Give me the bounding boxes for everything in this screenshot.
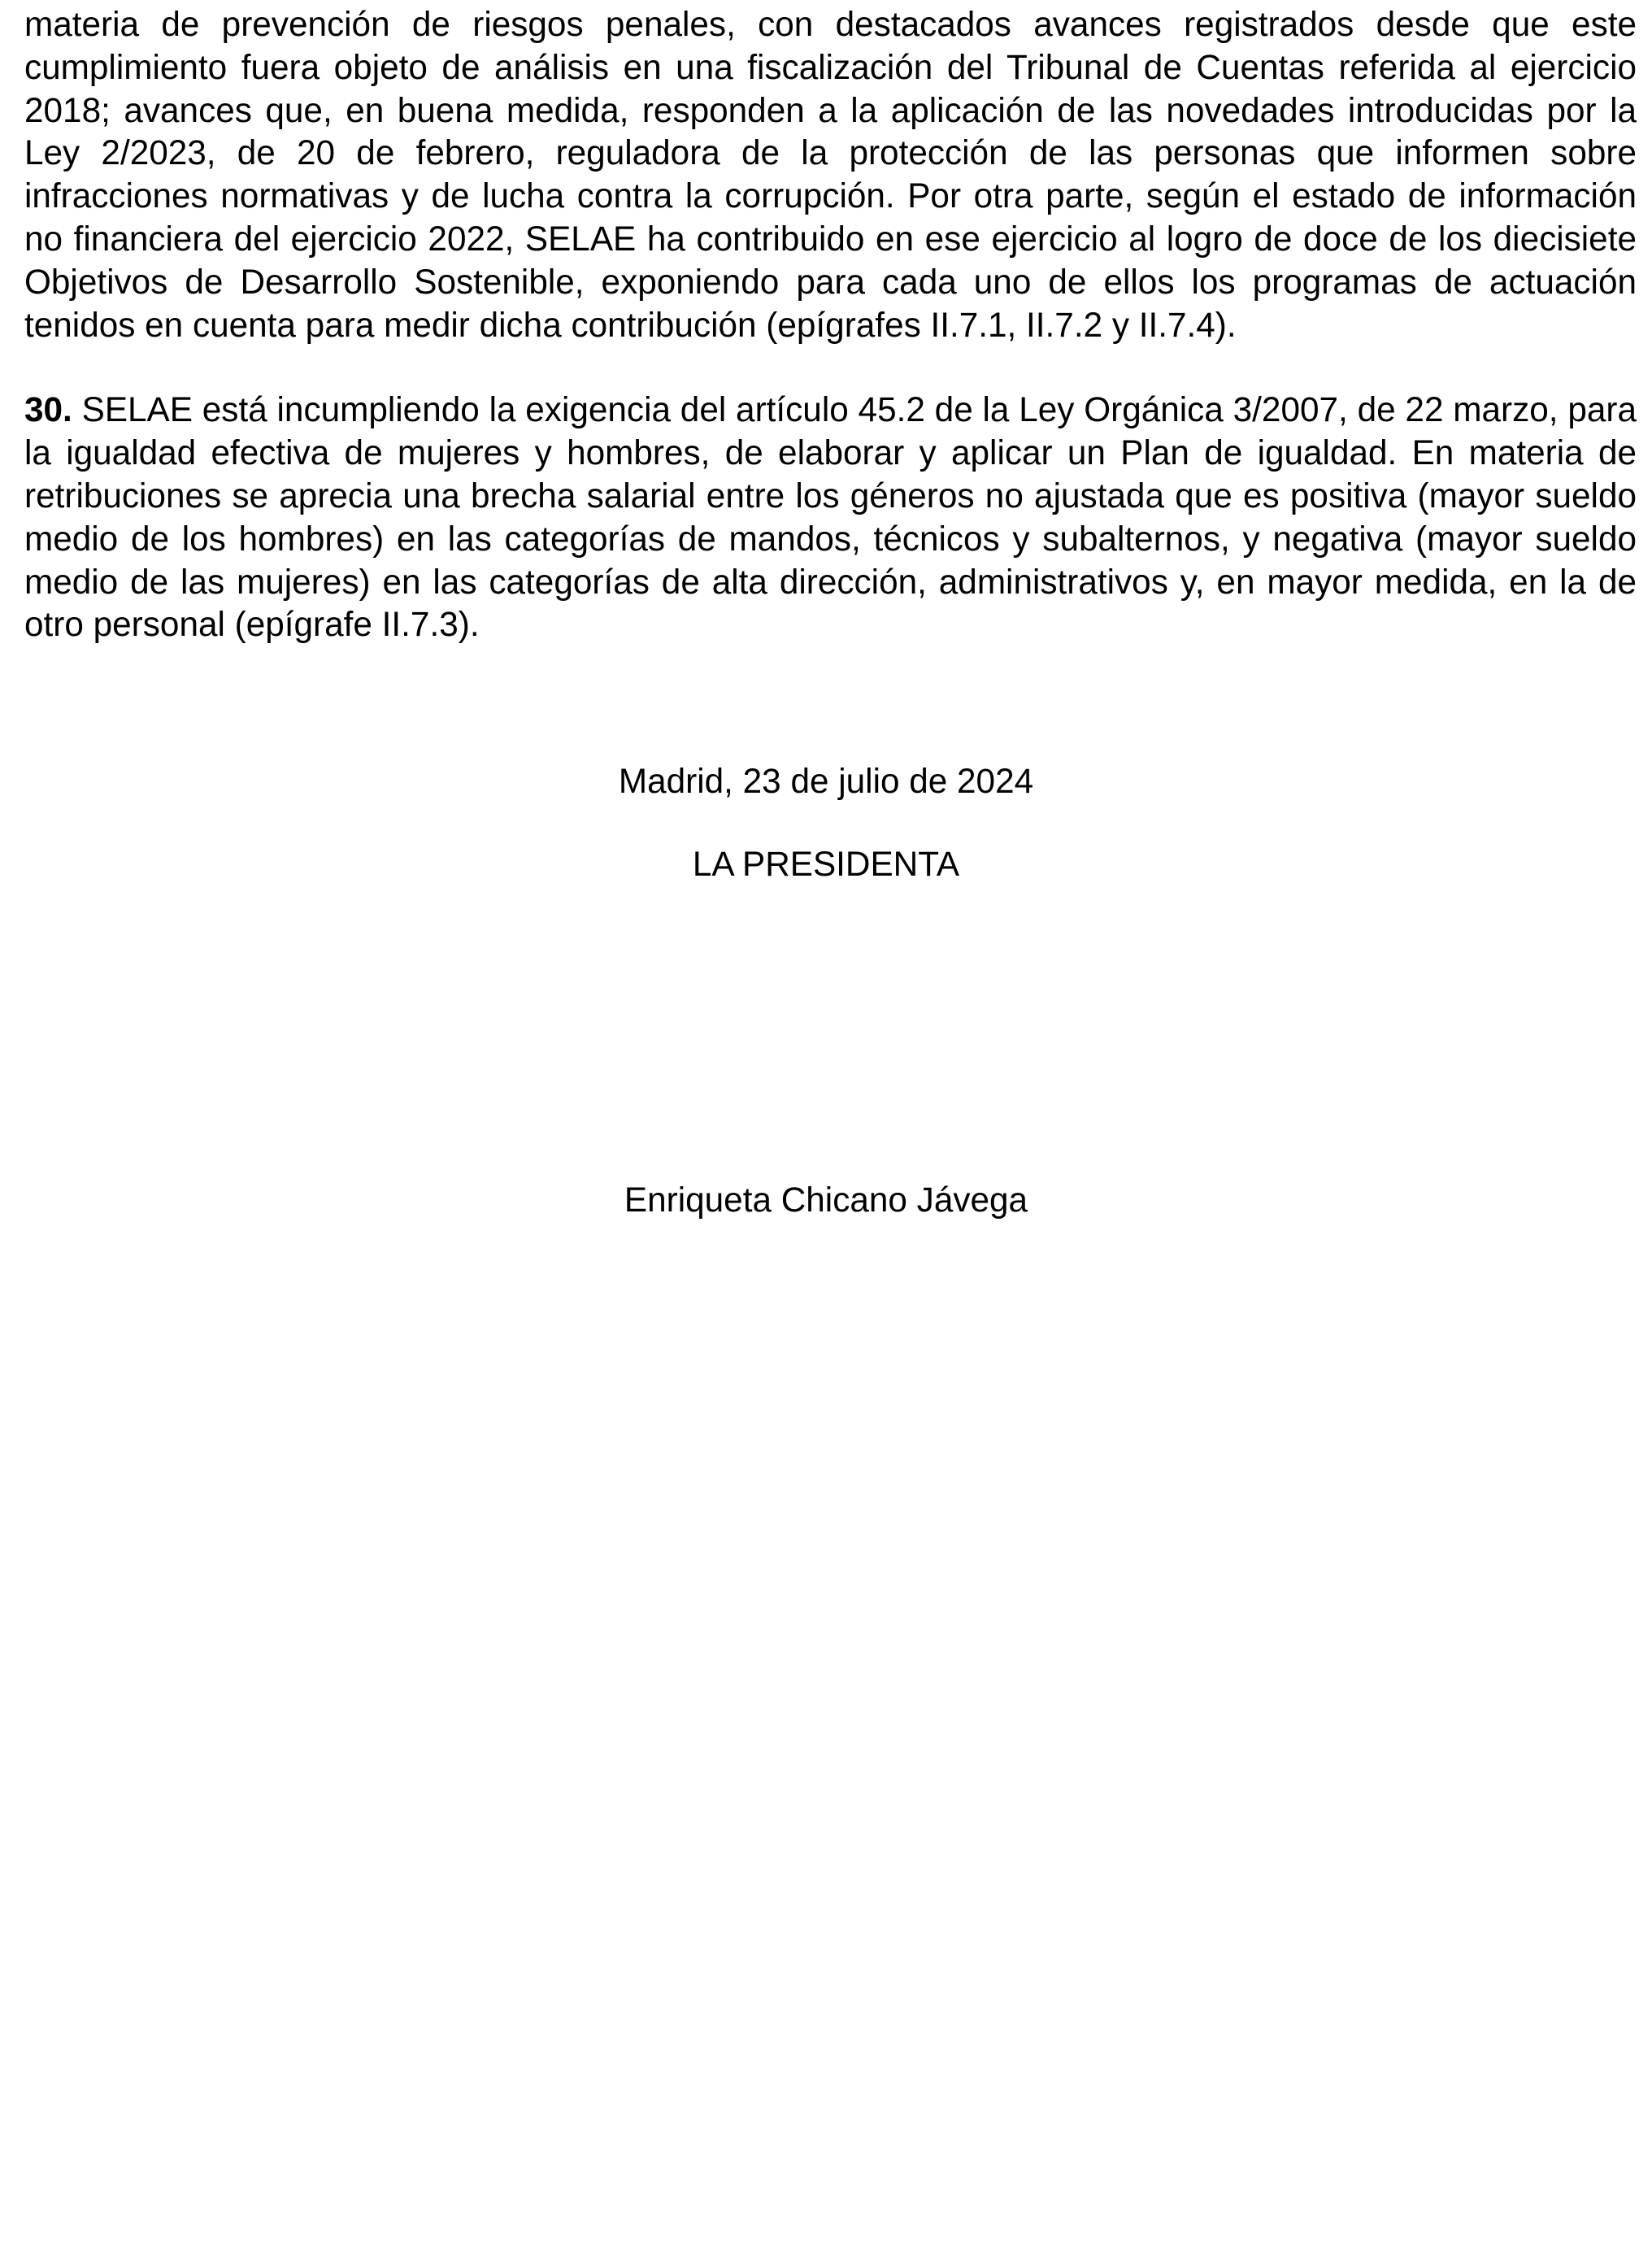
paragraph-text: SELAE está incumpliendo la exigencia del artículo 45.2 de la Ley Orgánica 3/2007, de 22 marzo, para la igualdad efectiva de mujeres y hombres, de elaborar y aplicar un Plan de igualdad. En materia de retribuciones se aprecia una brecha salarial entre los géneros no ajustada que es positiva (mayor sueldo medio de los hombres) en las categorías de mandos, técnicos y subalternos, y negativa (mayor sueldo medio de las mujeres) en las categorías de alta dirección, administrativos y, en mayor medida, en la de otro personal (epígrafe II.7.3).: [24, 390, 1637, 644]
signature-place-date: [0, 760, 1652, 803]
place-date-text: Madrid, 23 de julio de 2024: [618, 762, 1034, 800]
paragraph-text: materia de prevención de riesgos penales, con destacados avances registrados desde que este cumplimiento fuera objeto de análisis en una fiscalización del Tribunal de Cuentas referida al ejercicio 2018; avances que, en buena medida, responden a la aplicación de las novedades introducidas por la Ley 2/2023, de 20 de febrero, reguladora de la protección de las personas que informen sobre infracciones normativas y de lucha contra la corrupción. Por otra parte, según el estado de información no financiera del ejercicio 2022, SELAE ha contribuido en ese ejercicio al logro de doce de los diecisiete Objetivos de Desarrollo Sostenible, exponiendo para cada uno de ellos los programas de actuación tenidos en cuenta para medir dicha contribución (epígrafes II.7.1, II.7.2 y II.7.4).: [24, 5, 1637, 344]
signature-role: [0, 843, 1652, 886]
signature-name: [0, 1179, 1652, 1222]
paragraph-30: [24, 389, 1637, 646]
signatory-name-text: Enriqueta Chicano Jávega: [624, 1181, 1028, 1219]
document-page: [24, 3, 1637, 646]
role-text: LA PRESIDENTA: [692, 845, 960, 883]
paragraph-continuation: [24, 3, 1637, 346]
paragraph-number: 30.: [24, 390, 72, 429]
